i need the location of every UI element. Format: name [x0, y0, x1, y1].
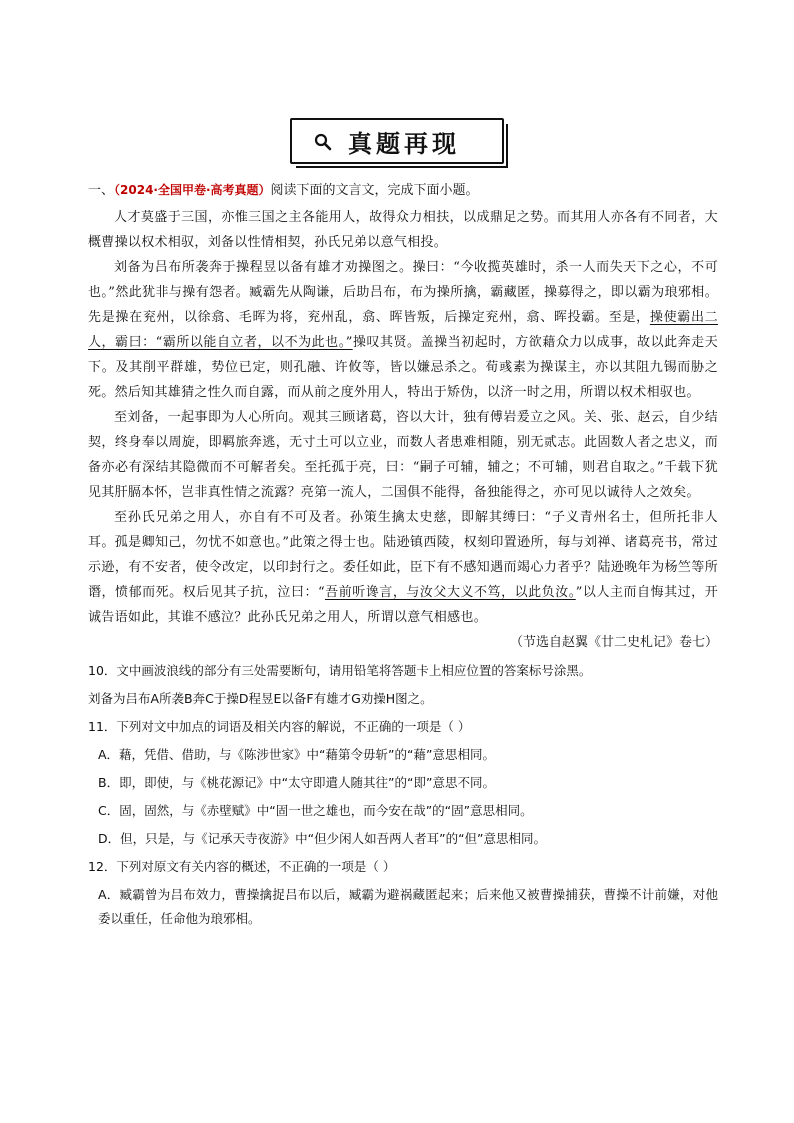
question-10-stem: 10．文中画波浪线的部分有三处需要断句，请用铅笔将答题卡上相应位置的答案标号涂黑。	[88, 663, 592, 678]
question-10-line: 刘备为吕布A所袭B奔C于操D程昱E以备F有雄才G劝操H图之。	[88, 691, 433, 706]
question-source: （2024·全国甲卷·高考真题）	[114, 183, 271, 197]
passage-text: ”以人主而自悔其过，开诚告语如此，其谁不感泣？此孙氏兄弟之用人，所谓以意气相感也。	[88, 585, 718, 625]
question-11-stem: 11．下列对文中加点的词语及相关内容的解说，不正确的一项是（ ）	[88, 719, 471, 734]
question-head	[88, 180, 718, 201]
title-wrap	[0, 118, 794, 164]
passage-paragraph-2	[88, 255, 718, 405]
underlined-sentence: 操使霸出二人，霸曰：“霸所以能自立者，以不为此也。”	[88, 310, 718, 350]
section-title: 真题再现	[348, 129, 460, 158]
question-12-stem: 12．下列对原文有关内容的概述，不正确的一项是（ ）	[88, 859, 396, 874]
search-icon	[314, 133, 332, 151]
question-prefix: 一、	[88, 183, 115, 198]
question-12-option-a: A．臧霸曾为吕布效力，曹操擒捉吕布以后，臧霸为避祸藏匿起来；后来他又被曹操捕获，曹操不计前嫌，对他委以重任，任命他为琅邪相。	[98, 887, 718, 926]
underlined-sentence: 吾前听谗言，与汝父大义不笃，以此负汝。	[324, 585, 576, 600]
passage-paragraph-3: 至刘备，一起事即为人心所向。观其三顾诸葛，咨以大计，独有傅岩爰立之风。关、张、赵云，自少结契，终身奉以周旋，即羁旅奔逃，无寸土可以立业，而数人者患难相随，别无贰志。此固数人者之忠义，而备亦必有深结其隐微而不可解者矣。至托孤于亮，曰：“嗣子可辅，辅之；不可辅，则君自取之。”千载下犹见其肝膈本怀，岂非真性情之流露？亮第一流人，二国俱不能得，备独能得之，亦可见以诚待人之效矣。	[88, 410, 718, 500]
question-instruction: 阅读下面的文言文，完成下面小题。	[270, 183, 479, 198]
passage-text: 至孙氏兄弟之用人，亦自有不可及者。孙策生擒太史慈，即解其缚曰：“子义青州名士，但所托非人耳。孤是卿知己，勿忧不如意也。”此策之得士也。陆逊镇西陵，权刻印置逊所，每与刘禅、诸葛亮书，常过示逊，有不安者，使令改定，以印封行之。委任如此，臣下有不感知遇而竭心力者乎？陆逊晚年为杨竺等所谮，愤郁而死。权后见其子抗，泣曰：“	[88, 510, 718, 600]
passage-text: 刘备为吕布所袭奔于操程昱以备有雄才劝操图之。操曰：“今收揽英雄时，杀一人而失天下之心，不可也。”然此犹非与操有怨者。臧霸先从陶谦，后助吕布，布为操所擒，霸藏匿，操募得之，即以霸为琅邪相。先是操在兖州，以徐翕、毛晖为将，兖州乱，翕、晖皆叛，后操定兖州，翕、晖投霸。至是，	[88, 260, 718, 325]
question-11-option-a: A．藉，凭借、借助，与《陈涉世家》中“藉第令毋斩”的“藉”意思相同。	[98, 747, 495, 762]
question-11-option-c: C．固，固然，与《赤壁赋》中“固一世之雄也，而今安在哉”的“固”意思相同。	[98, 803, 533, 818]
passage-citation: （节选自赵翼《廿二史札记》卷七）	[509, 635, 718, 650]
section-title-box	[290, 118, 504, 164]
question-11-option-d: D．但，只是，与《记承天寺夜游》中“但少闲人如吾两人者耳”的“但”意思相同。	[98, 831, 547, 846]
passage-paragraph-1: 人才莫盛于三国，亦惟三国之主各能用人，故得众力相扶，以成鼎足之势。而其用人亦各有不同者，大概曹操以权术相驭，刘备以性情相契，孙氏兄弟以意气相投。	[88, 210, 718, 250]
passage-text: 操叹其贤。盖操当初起时，方欲藉众力以成事，故以此奔走天下。及其削平群雄，势位已定，则孔融、许攸等，皆以嫌忌杀之。荀彧素为操谋主，亦以其阻九锡而胁之死。然后知其雄猜之性久而自露，而从前之度外用人，特出于矫伪，以济一时之用，所谓以权术相驭也。	[88, 335, 718, 400]
passage-paragraph-4	[88, 505, 718, 630]
content	[88, 180, 718, 931]
question-11-option-b: B．即，即使，与《桃花源记》中“太守即遣人随其往”的“即”意思不同。	[98, 775, 495, 790]
